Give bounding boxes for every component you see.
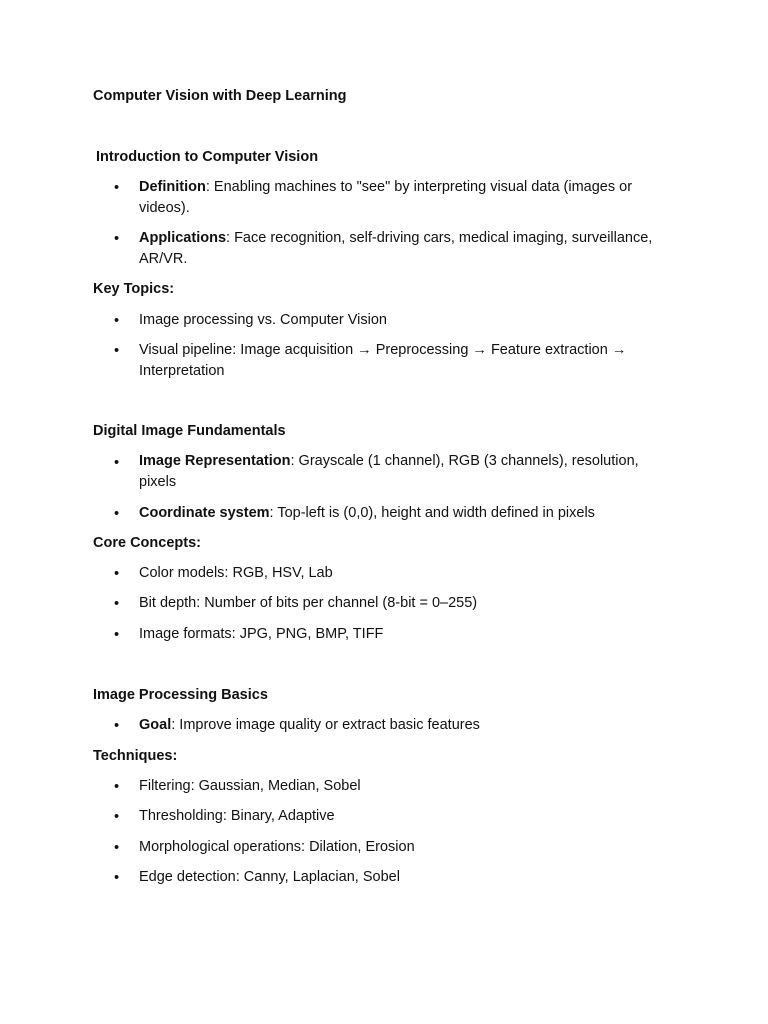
- bullet-marker: •: [114, 596, 120, 612]
- bullet-marker: •: [114, 180, 120, 196]
- list-item: [139, 715, 684, 736]
- item-text: : Grayscale (1 channel), RGB (3 channels), resolution, pixels: [139, 453, 639, 490]
- document-title: Computer Vision with Deep Learning: [93, 88, 347, 104]
- list-item: Color models: RGB, HSV, Lab: [139, 565, 333, 581]
- item-term: Definition: [139, 179, 206, 195]
- item-text: : Enabling machines to "see" by interpreting visual data (images or videos).: [139, 179, 633, 216]
- bullet-marker: •: [114, 506, 120, 522]
- item-text: : Improve image quality or extract basic features: [171, 717, 480, 733]
- item-term: Goal: [139, 717, 172, 733]
- bullet-marker: •: [114, 779, 120, 795]
- item-text: : Top-left is (0,0), height and width defined in pixels: [269, 505, 595, 521]
- list-item: [139, 177, 684, 218]
- bullet-marker: •: [114, 343, 120, 359]
- item-term: Image Representation: [139, 453, 291, 469]
- subheading-core-concepts: Core Concepts:: [93, 535, 201, 551]
- list-item: Edge detection: Canny, Laplacian, Sobel: [139, 869, 400, 885]
- list-item: Thresholding: Binary, Adaptive: [139, 808, 335, 824]
- list-item: Visual pipeline: Image acquisition → Preprocessing → Feature extraction → Interpretation: [139, 342, 627, 379]
- subheading-key-topics: Key Topics:: [93, 281, 175, 297]
- list-item: Image formats: JPG, PNG, BMP, TIFF: [139, 626, 384, 642]
- list-item: [139, 228, 684, 269]
- bullet-marker: •: [114, 627, 120, 643]
- bullet-marker: •: [114, 870, 120, 886]
- list-item: Image processing vs. Computer Vision: [139, 312, 387, 328]
- bullet-marker: •: [114, 231, 120, 247]
- section-heading-fundamentals: Digital Image Fundamentals: [93, 423, 286, 439]
- bullet-marker: •: [114, 840, 120, 856]
- list-item: Morphological operations: Dilation, Erosion: [139, 839, 415, 855]
- bullet-marker: •: [114, 455, 120, 471]
- section-heading-processing: Image Processing Basics: [93, 687, 268, 703]
- list-item: [139, 503, 684, 524]
- list-item: Bit depth: Number of bits per channel (8-bit = 0–255): [139, 595, 478, 611]
- bullet-marker: •: [114, 566, 120, 582]
- bullet-marker: •: [114, 809, 120, 825]
- section-heading-intro: Introduction to Computer Vision: [96, 149, 319, 165]
- bullet-marker: •: [114, 313, 120, 329]
- list-item: Filtering: Gaussian, Median, Sobel: [139, 778, 361, 794]
- subheading-techniques: Techniques:: [93, 748, 178, 764]
- item-text: : Face recognition, self-driving cars, medical imaging, surveillance, AR/VR.: [139, 230, 653, 267]
- item-term: Coordinate system: [139, 505, 270, 521]
- list-item: [139, 451, 659, 492]
- item-term: Applications: [139, 230, 227, 246]
- bullet-marker: •: [114, 718, 120, 734]
